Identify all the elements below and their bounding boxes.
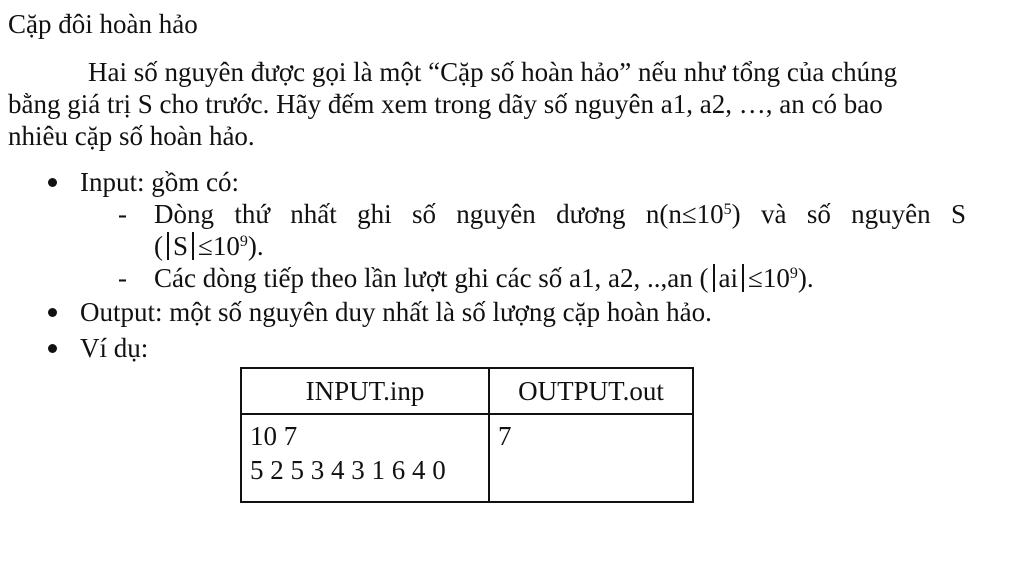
table-cell-input (241, 414, 489, 502)
dash-marker: - (118, 263, 127, 293)
dash-marker: - (118, 199, 127, 229)
bullet-dot-icon (48, 344, 57, 353)
table-header-input: INPUT.inp (241, 368, 489, 414)
table-row (241, 414, 693, 502)
statement-line-2: bằng giá trị S cho trước. Hãy đếm xem trong dãy số nguyên a1, a2, …, an có bao (8, 89, 883, 119)
output-label: Output: một số nguyên duy nhất là số lượng cặp hoàn hảo. (80, 297, 712, 327)
example-label: Ví dụ: (80, 333, 149, 363)
table-header-output: OUTPUT.out (489, 368, 693, 414)
abs-bar-left (713, 264, 715, 292)
input-label: Input: gồm có: (80, 167, 239, 197)
input-line-2: 5 2 5 3 4 3 1 6 4 0 (250, 455, 446, 485)
statement-line-3: nhiêu cặp số hoàn hảo. (8, 121, 255, 151)
abs-bar-right (742, 264, 744, 292)
abs-bar-left (167, 232, 169, 260)
input-line-1: 10 7 (250, 421, 298, 451)
table-header-row (241, 368, 693, 414)
example-table (240, 367, 694, 503)
input-item-1-line-1: Dòng thứ nhất ghi số nguyên dương $n(n\le 10^5)$ và số nguyên S (154, 199, 966, 229)
abs-bar-right (192, 232, 194, 260)
table-cell-output (489, 414, 693, 502)
bullet-dot-icon (48, 178, 57, 187)
document: Cặp đôi hoàn hảo Hai số nguyên được gọi là một “Cặp số hoàn hảo” nếu như tổng của chúng bằng giá trị S cho trước. Hãy đếm xem trong dãy số nguyên a1, a2, …, an có bao nhiêu cặp số hoàn hảo. Input: gồm có: - Dòng thứ nhất ghi số nguyên dương $n(n\le 10^5)$ và số nguyên S ( $S \le 10^9$). - Các dòng tiếp theo lần lượt ghi các số a1, a2, ..,an ( ai $\le 10^9$). Output: một số nguyên duy nhất là số lượng cặp hoàn hảo. Ví dụ: INPUT.inp OUTPUT.out 10 7 5 2 5 3 4 3 1 6 4 0 7 (0, 0, 1024, 574)
problem-statement (8, 56, 968, 152)
input-item-1-line-2: ( $S \le 10^9$). (154, 231, 264, 261)
statement-line-1: Hai số nguyên được gọi là một “Cặp số hoàn hảo” nếu như tổng của chúng (88, 57, 898, 87)
problem-title: Cặp đôi hoàn hảo (8, 9, 198, 39)
output-line-1: 7 (498, 421, 512, 451)
bullet-dot-icon (48, 308, 57, 317)
